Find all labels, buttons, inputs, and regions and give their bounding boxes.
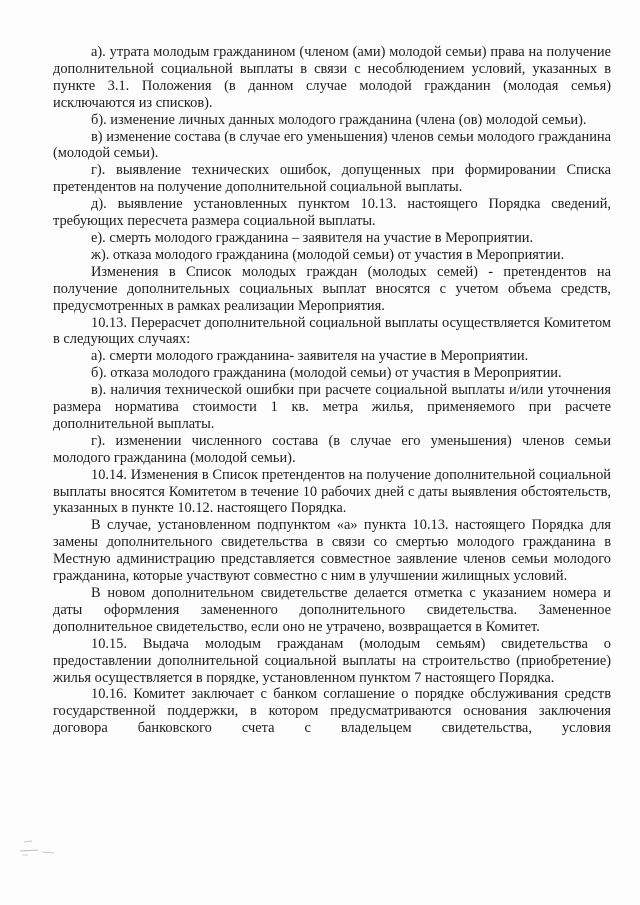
paragraph-new-certificate: В новом дополнительном свидетельстве делается отметка с указанием номера и даты оформления замененного дополнительного свидетельства. Замененное дополнительное свидетельство, если оно не утрачено, возвращается в Комитет. — [53, 585, 611, 635]
paragraph-10-16: 10.16. Комитет заключает с банком соглашение о порядке обслуживания средств государственной поддержки, в котором предусматриваются основания заключения договора банковского счета с владельцем свидетельства, условия — [53, 686, 611, 737]
scan-artifact-marks — [18, 838, 68, 858]
paragraph-item-e-death: е). смерть молодого гражданина – заявителя на участие в Мероприятии. — [91, 229, 534, 246]
paragraph-10-13-b: б). отказа молодого гражданина (молодой семьи) от участия в Мероприятии. — [91, 365, 562, 382]
paragraph-item-g-technical-errors: г). выявление технических ошибок, допущенных при формировании Списка претендентов на получение дополнительной социальной выплаты. — [53, 162, 611, 196]
paragraph-10-15: 10.15. Выдача молодым гражданам (молодым семьям) свидетельства о предоставлении дополнительной социальной выплаты на строительство (приобретение) жилья осуществляется в порядке, установленном пунктом 7 настоящего Порядка. — [53, 635, 611, 686]
paragraph-10-13: 10.13. Перерасчет дополнительной социальной выплаты осуществляется Комитетом в следующих случаях: — [53, 314, 611, 348]
paragraph-replacement-case: В случае, установленном подпунктом «а» пункта 10.13. настоящего Порядка для замены дополнительного свидетельства в связи со смертью молодого гражданина в Местную администрацию представляется совместное заявление членов семьи молодого гражданина, которые участвуют совместно с ним в улучшении жилищных условий. — [53, 517, 611, 585]
paragraph-item-b-personal-data: б). изменение личных данных молодого гражданина (члена (ов) молодой семьи). — [91, 111, 587, 128]
paragraph-10-13-a: а). смерти молодого гражданина- заявителя на участие в Мероприятии. — [91, 348, 529, 365]
paragraph-item-a-loss-of-right: а). утрата молодым гражданином (членом (ами) молодой семьи) права на получение дополнительной социальной выплаты в связи с несоблюдением условий, указанных в пункте 3.1. Положения (в данном случае молодой гражданин (молодая семья) исключаются из списков). — [53, 44, 611, 111]
paragraph-item-zh-refusal: ж). отказа молодого гражданина (молодой семьи) от участия в Мероприятии. — [91, 246, 565, 263]
paragraph-list-changes: Изменения в Список молодых граждан (молодых семей) - претендентов на получение дополнительных социальных выплат вносятся с учетом объема средств, предусмотренных в рамках реализации Мероприятия. — [53, 263, 611, 314]
paragraph-item-v-family-composition: в) изменение состава (в случае его уменьшения) членов семьи молодого гражданина (молодой семьи). — [53, 128, 611, 162]
paragraph-10-14: 10.14. Изменения в Список претендентов на получение дополнительной социальной выплаты вносятся Комитетом в течение 10 рабочих дней с даты выявления обстоятельств, указанных в пункте 10.12. настоящего Порядка. — [53, 466, 611, 517]
document-body — [53, 44, 611, 737]
paragraph-item-d-recalculation: д). выявление установленных пунктом 10.13. настоящего Порядка сведений, требующих пересчета размера социальной выплаты. — [53, 196, 611, 230]
paragraph-10-13-g: г). изменении численного состава (в случае его уменьшения) членов семьи молодого гражданина (молодой семьи). — [53, 432, 611, 466]
paragraph-10-13-v: в). наличия технической ошибки при расчете социальной выплаты и/или уточнения размера норматива стоимости 1 кв. метра жилья, применяемого при расчете дополнительной выплаты. — [53, 382, 611, 432]
